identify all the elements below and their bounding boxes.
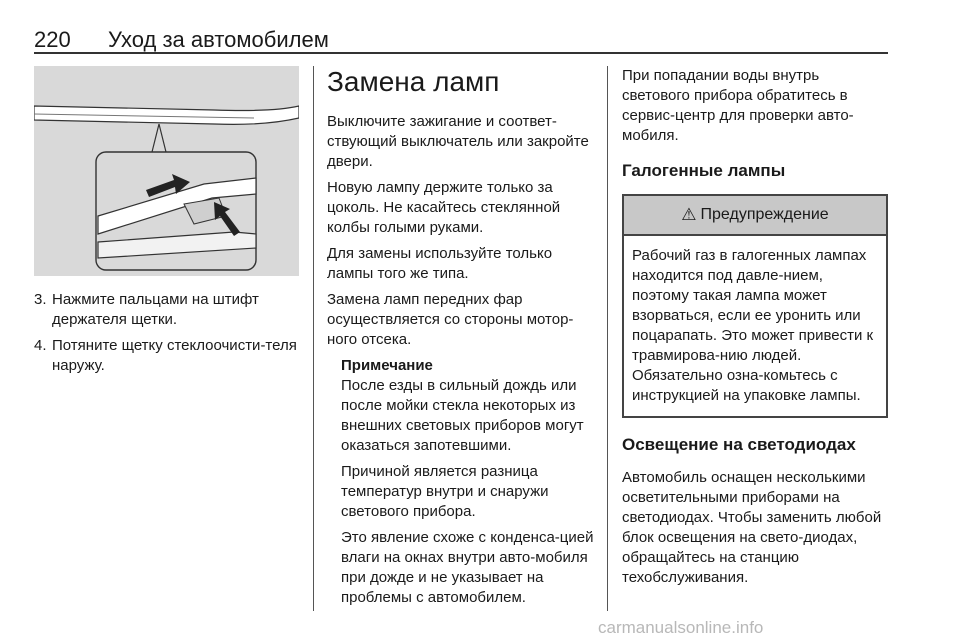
step-number: 4. (34, 337, 47, 354)
note-heading: Примечание (341, 357, 433, 374)
warning-title: Предупреждение (700, 206, 829, 223)
page-header (34, 26, 329, 54)
warning-text: Рабочий газ в галогенных лампах находится под давле-нием, поэтому такая лампа может взорваться, если ее уронить или поцарапать. Это может привести к травмирова-нию людей. Обязательно озна-комьтесь с инструкцией на упаковке лампы. (632, 247, 874, 404)
right-column (622, 66, 888, 594)
watermark: carmanualsonline.info (598, 618, 764, 637)
step-text: Нажмите пальцами на штифт держателя щетки. (52, 291, 259, 328)
step-number: 3. (34, 291, 47, 308)
warning-triangle-icon: ⚠ (681, 205, 697, 224)
warning-box (622, 194, 888, 418)
header-rule (34, 52, 888, 54)
paragraph: При попадании воды внутрь светового прибора обратитесь в сервис-центр для проверки авто-мобиля. (622, 67, 854, 144)
wiper-blade-drawing (34, 66, 299, 276)
list-item (34, 290, 299, 330)
instruction-steps (34, 290, 299, 376)
paragraph: Выключите зажигание и соответ-ствующий выключатель или закройте двери. (327, 113, 589, 170)
paragraph: Новую лампу держите только за цоколь. Не касайтесь стеклянной колбы голыми руками. (327, 179, 561, 236)
paragraph: Замена ламп передних фар осуществляется со стороны мотор-ного отсека. (327, 291, 574, 348)
section-title: Уход за автомобилем (108, 27, 329, 52)
note-paragraph: Причиной является разница температур внутри и снаружи светового прибора. (341, 463, 549, 520)
middle-column (327, 66, 597, 614)
column-divider (313, 66, 314, 611)
led-heading: Освещение на светодиодах (622, 435, 856, 454)
note-paragraph: После езды в сильный дождь или после мойки стекла некоторых из внешних световых приборов могут оказаться запотевшими. (341, 377, 584, 454)
section-heading: Замена ламп (327, 66, 500, 97)
column-divider (607, 66, 608, 611)
paragraph: Автомобиль оснащен несколькими осветительными приборами на светодиодах. Чтобы заменить любой блок освещения на свето-диодах, обращайтесь на станцию техобслуживания. (622, 469, 882, 586)
halogen-heading: Галогенные лампы (622, 161, 786, 180)
list-item (34, 336, 299, 376)
left-column (34, 66, 299, 382)
note-paragraph: Это явление схоже с конденса-цией влаги на окнах внутри авто-мобиля при дожде и не указывает на проблемы с автомобилем. (341, 529, 594, 606)
wiper-blade-illustration (34, 66, 299, 276)
step-text: Потяните щетку стеклоочисти-теля наружу. (52, 337, 297, 374)
warning-header (624, 196, 886, 236)
paragraph: Для замены используйте только лампы того же типа. (327, 245, 553, 282)
note-block (327, 356, 597, 608)
page-number: 220 (34, 27, 71, 52)
